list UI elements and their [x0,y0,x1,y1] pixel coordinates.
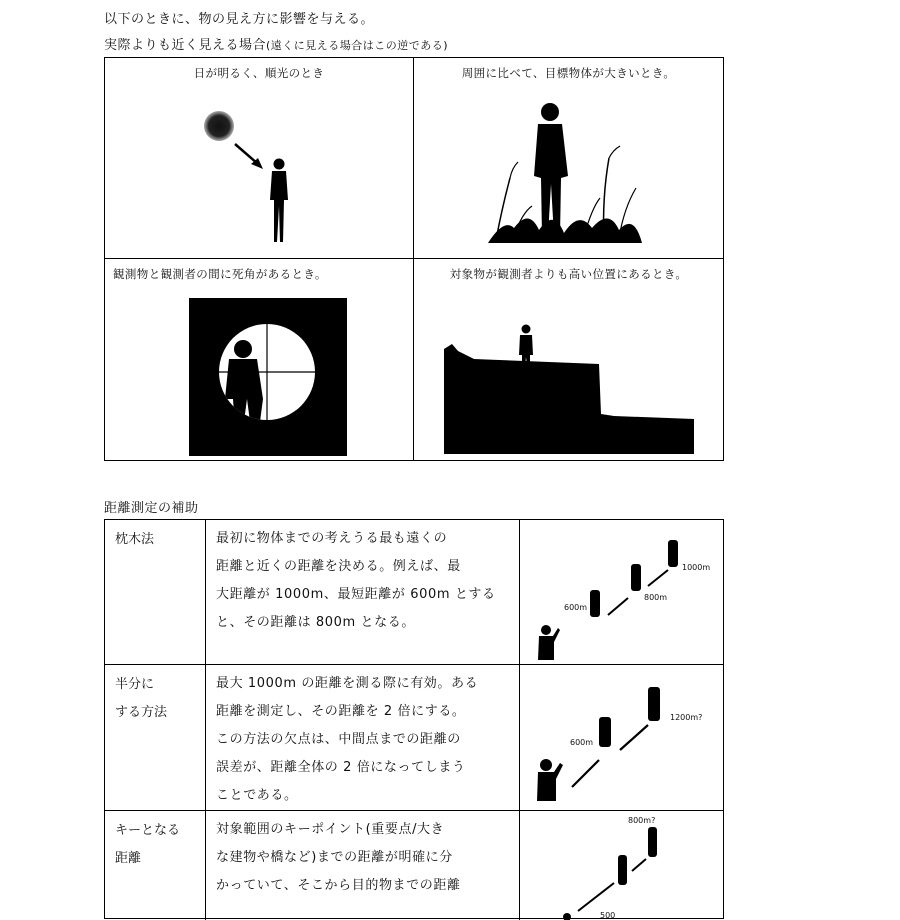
intro-line-2-main: 実際よりも近く見える場合 [104,38,267,53]
intro-line-2-note: (遠くに見える場合はこの逆である) [266,39,449,52]
person-icon [534,103,568,236]
method-name: キーとなる 距離 [105,811,206,920]
scope-illustration [105,259,414,460]
figure-caption: 周囲に比べて、目標物体が大きいとき。 [461,66,676,80]
table-row [105,811,723,920]
figure-caption: 対象物が観測者よりも高い位置にあるとき。 [449,267,688,281]
person-icon [519,325,533,368]
label-far: 800m? [628,816,656,825]
figure-large-target [414,58,723,259]
label-near: 600m [564,603,588,612]
person-icon [270,159,288,243]
label-far: 1200m? [670,713,703,722]
post-icon [668,540,678,567]
method-illustration [520,811,723,920]
method-illustration [520,520,723,664]
method-description: 最大 1000m の距離を測る際に有効。ある 距離を測定し、その距離を 2 倍にする。 この方法の欠点は、中間点までの距離の 誤差が、距離全体の 2 倍になってしまう ことである。 [206,665,520,810]
method-description: 対象範囲のキーポイント(重要点/大き な建物や橋など)までの距離が明確に分 かっていて、そこから目的物までの距離 [206,811,520,920]
section-title: 距離測定の補助 [104,501,199,516]
table-row [105,520,723,665]
figure-blind-spot [105,259,414,460]
post-icon [618,855,627,885]
large-person-illustration [414,58,723,259]
label-near: 500 [600,911,616,920]
cliff-shape [444,344,694,454]
figure-caption: 観測物と観測者の間に死角があるとき。 [113,267,327,281]
person-icon [538,625,560,660]
sun-person-illustration [105,58,414,259]
person-icon [563,913,571,920]
figure-grid [104,57,724,461]
intro-line-2 [104,34,448,53]
cliff-illustration [414,259,723,460]
method-description: 最初に物体までの考えうる最も遠くの 距離と近くの距離を決める。例えば、最 大距離が 1000m、最短距離が 600m とする と、その距離は 800m となる。 [206,520,520,664]
label-far: 1000m [682,563,711,572]
person-icon [537,759,563,801]
post-icon [599,717,611,747]
post-icon [631,564,641,591]
post-icon [648,827,657,857]
figure-sunlight [105,58,414,259]
figure-high-position [414,259,723,460]
distance-methods-table [104,519,724,919]
figure-caption: 日が明るく、順光のとき [193,66,325,80]
method-name: 枕木法 [105,520,206,664]
label-near: 600m [570,738,594,747]
intro-line-1: 以下のときに、物の見え方に影響を与える。 [104,12,375,27]
sun-icon [204,111,234,141]
post-icon [590,590,600,617]
post-icon [648,687,660,721]
method-illustration [520,665,723,810]
table-row [105,665,723,811]
person-icon [234,340,252,358]
label-mid: 800m [644,593,668,602]
method-name: 半分に する方法 [105,665,206,810]
